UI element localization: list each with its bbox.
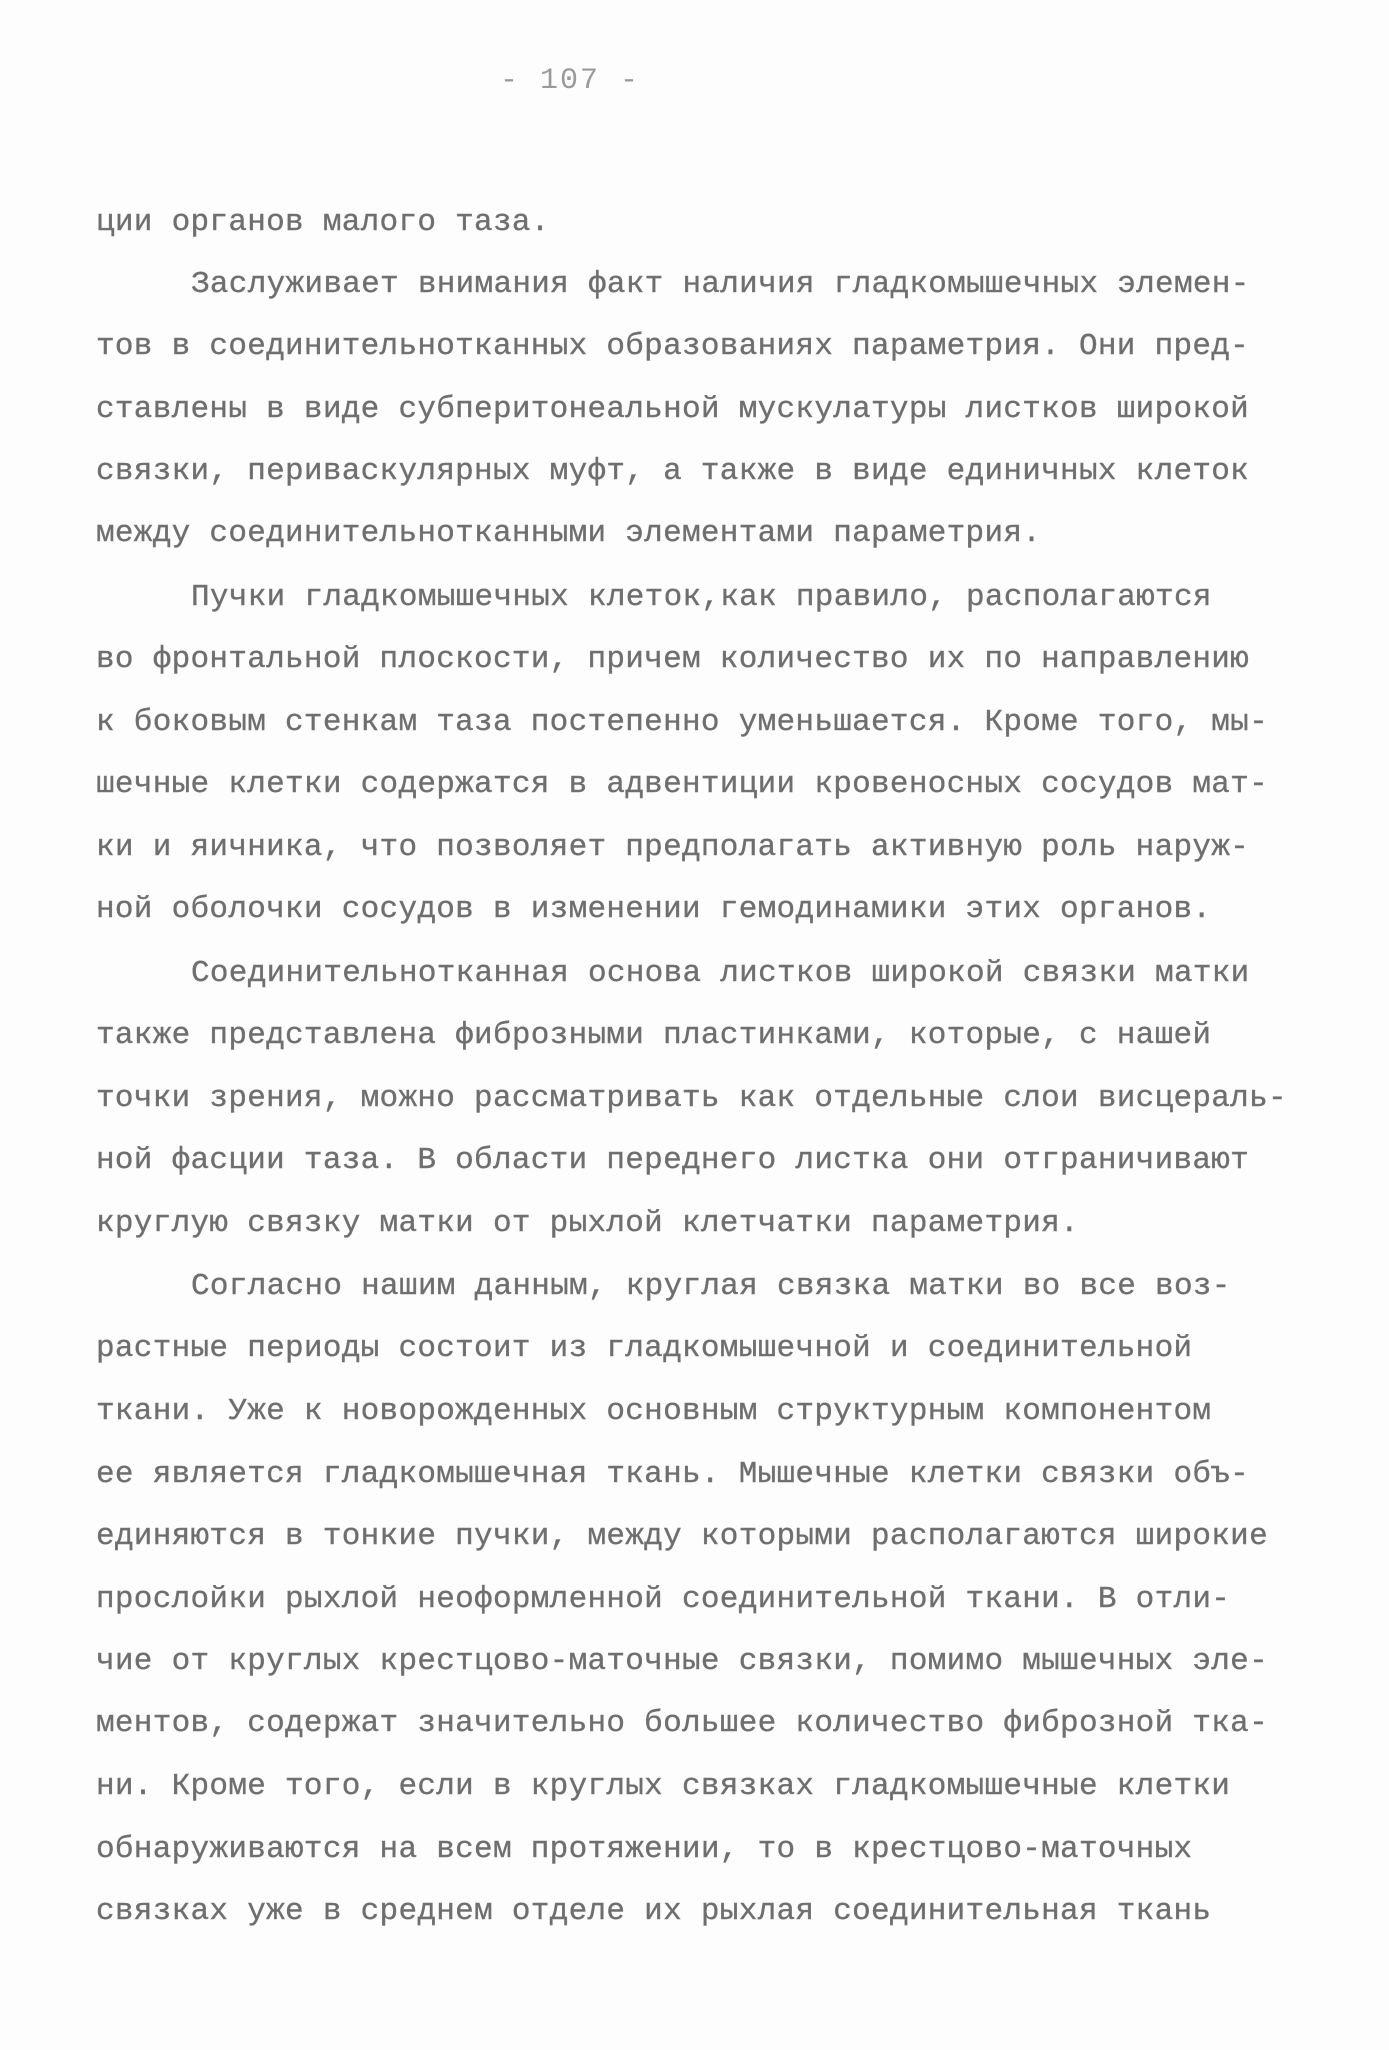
text-line: обнаруживаются на всем протяжении, то в крестцово-маточных: [96, 1832, 1193, 1867]
text-line: ки и яичника, что позволяет предполагать активную роль наруж-: [96, 830, 1250, 865]
text-line: ставлены в виде субперитонеальной мускулатуры листков широкой: [96, 392, 1250, 427]
text-line: ни. Кроме того, если в круглых связках гладкомышечные клетки: [96, 1769, 1231, 1804]
text-line: ее является гладкомышечная ткань. Мышечные клетки связки объ-: [96, 1457, 1250, 1492]
text-line: прослойки рыхлой неоформленной соединительной ткани. В отли-: [96, 1582, 1231, 1617]
text-line: Соединительнотканная основа листков широкой связки матки: [191, 956, 1250, 991]
text-line: во фронтальной плоскости, причем количество их по направлению: [96, 642, 1250, 677]
text-line: между соединительнотканными элементами параметрия.: [96, 516, 1042, 551]
text-line: связки, периваскулярных муфт, а также в виде единичных клеток: [96, 454, 1250, 489]
text-line: Пучки гладкомышечных клеток,как правило, располагаются: [191, 580, 1212, 615]
text-line: Согласно нашим данным, круглая связка матки во все воз-: [191, 1269, 1231, 1304]
text-line: чие от круглых крестцово-маточные связки, помимо мышечных эле-: [96, 1644, 1268, 1679]
text-line: также представлена фиброзными пластинками, которые, с нашей: [96, 1018, 1212, 1053]
text-line: ткани. Уже к новорожденных основным структурным компонентом: [96, 1394, 1212, 1429]
text-line: ной фасции таза. В области переднего листка они отграничивают: [96, 1143, 1250, 1178]
text-line: точки зрения, можно рассматривать как отдельные слои висцераль-: [96, 1081, 1287, 1116]
text-line: связках уже в среднем отделе их рыхлая соединительная ткань: [96, 1894, 1212, 1929]
text-line: единяются в тонкие пучки, между которыми располагаются широкие: [96, 1519, 1268, 1554]
page-number: - 107 -: [499, 64, 641, 98]
text-line: Заслуживает внимания факт наличия гладкомышечных элемен-: [191, 267, 1250, 302]
text-line: шечные клетки содержатся в адвентиции кровеносных сосудов мат-: [96, 767, 1268, 802]
text-line: ции органов малого таза.: [96, 205, 550, 240]
text-line: тов в соединительнотканных образованиях параметрия. Они пред-: [96, 329, 1250, 364]
text-line: круглую связку матки от рыхлой клетчатки параметрия.: [96, 1206, 1079, 1241]
text-line: ной оболочки сосудов в изменении гемодинамики этих органов.: [96, 892, 1212, 927]
text-line: растные периоды состоит из гладкомышечной и соединительной: [96, 1331, 1193, 1366]
text-line: ментов, содержат значительно большее количество фиброзной тка-: [96, 1706, 1268, 1741]
text-line: к боковым стенкам таза постепенно уменьшается. Кроме того, мы-: [96, 705, 1268, 740]
